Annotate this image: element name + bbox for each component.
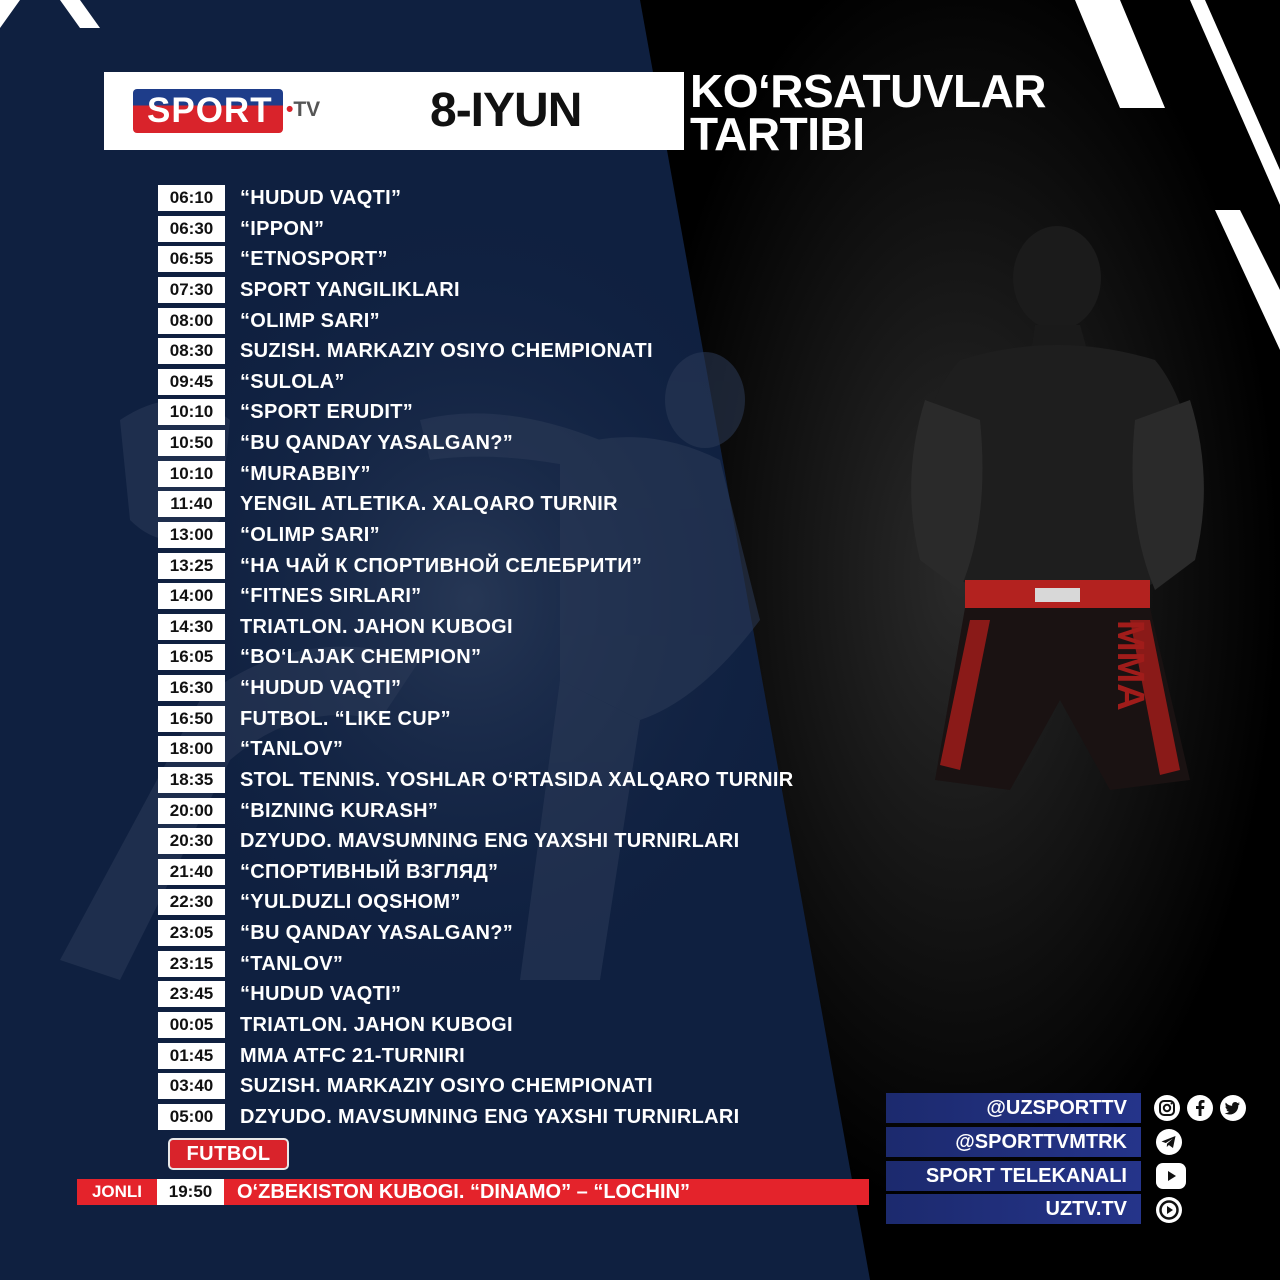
schedule-time: 07:30 xyxy=(158,277,225,303)
schedule-time: 05:00 xyxy=(158,1104,225,1130)
play-icon[interactable] xyxy=(1156,1197,1182,1223)
instagram-icon[interactable] xyxy=(1154,1095,1180,1121)
schedule-program: “HUDUD VAQTI” xyxy=(240,187,402,209)
schedule-program: “YULDUZLI OQSHOM” xyxy=(240,891,461,913)
schedule-time: 23:05 xyxy=(158,920,225,946)
schedule-time: 14:00 xyxy=(158,583,225,609)
schedule-time: 18:35 xyxy=(158,767,225,793)
schedule-time: 08:00 xyxy=(158,308,225,334)
title-line-2: TARTIBI xyxy=(690,108,865,160)
schedule-program: “HUDUD VAQTI” xyxy=(240,677,402,699)
schedule-program: “OLIMP SARI” xyxy=(240,310,380,332)
social-handle: SPORT TELEKANALI xyxy=(925,1165,1127,1187)
live-program: O‘ZBEKISTON KUBOGI. “DINAMO” – “LOCHIN” xyxy=(237,1181,690,1203)
schedule-program: “ETNOSPORT” xyxy=(240,248,388,270)
schedule-time: 21:40 xyxy=(158,859,225,885)
schedule-program: DZYUDO. MAVSUMNING ENG YAXSHI TURNIRLARI xyxy=(240,830,740,852)
schedule-time: 09:45 xyxy=(158,369,225,395)
schedule-time: 20:00 xyxy=(158,798,225,824)
schedule-time: 10:10 xyxy=(158,399,225,425)
schedule-program: SUZISH. MARKAZIY OSIYO CHEMPIONATI xyxy=(240,340,653,362)
schedule-time: 06:55 xyxy=(158,246,225,272)
schedule-time: 06:10 xyxy=(158,185,225,211)
schedule-time: 23:15 xyxy=(158,951,225,977)
live-label: JONLI xyxy=(91,1182,143,1201)
schedule-time: 16:30 xyxy=(158,675,225,701)
live-broadcast-bar xyxy=(77,1179,869,1205)
schedule-time: 03:40 xyxy=(158,1073,225,1099)
schedule-program: FUTBOL. “LIKE CUP” xyxy=(240,708,451,730)
schedule-program: SPORT YANGILIKLARI xyxy=(240,279,460,301)
social-uztv[interactable] xyxy=(886,1194,1141,1224)
social-telegram[interactable] xyxy=(886,1127,1141,1157)
live-time: 19:50 xyxy=(157,1179,224,1205)
schedule-program: “BIZNING KURASH” xyxy=(240,800,439,822)
schedule-time: 22:30 xyxy=(158,889,225,915)
schedule-program: TRIATLON. JAHON KUBOGI xyxy=(240,1014,513,1036)
sport-tv-logo xyxy=(133,89,333,133)
page-title xyxy=(690,65,1047,160)
schedule-program: “BO‘LAJAK CHEMPION” xyxy=(240,646,482,668)
schedule-time: 13:25 xyxy=(158,553,225,579)
schedule-program: MMA ATFC 21-TURNIRI xyxy=(240,1045,465,1067)
schedule-time: 20:30 xyxy=(158,828,225,854)
social-youtube[interactable] xyxy=(886,1161,1141,1191)
svg-text:MMA: MMA xyxy=(1109,620,1151,711)
schedule-time: 01:45 xyxy=(158,1043,225,1069)
schedule-time: 16:50 xyxy=(158,706,225,732)
schedule-program: “FITNES SIRLARI” xyxy=(240,585,422,607)
schedule-program: “OLIMP SARI” xyxy=(240,524,380,546)
schedule-program: “HUDUD VAQTI” xyxy=(240,983,402,1005)
schedule-time: 18:00 xyxy=(158,736,225,762)
social-handle: UZTV.TV xyxy=(1045,1198,1127,1220)
social-handle: @SPORTTVMTRK xyxy=(955,1131,1127,1153)
social-handle: @UZSPORTTV xyxy=(986,1097,1127,1119)
schedule-program: “BU QANDAY YASALGAN?” xyxy=(240,922,514,944)
schedule-time: 08:30 xyxy=(158,338,225,364)
schedule-program: “TANLOV” xyxy=(240,953,344,975)
schedule-time: 10:10 xyxy=(158,461,225,487)
schedule-time: 16:05 xyxy=(158,644,225,670)
social-instagram-facebook-twitter[interactable] xyxy=(886,1093,1141,1123)
twitter-icon[interactable] xyxy=(1220,1095,1246,1121)
schedule-time: 11:40 xyxy=(158,491,225,517)
schedule-time: 14:30 xyxy=(158,614,225,640)
schedule-time: 00:05 xyxy=(158,1012,225,1038)
schedule-program: DZYUDO. MAVSUMNING ENG YAXSHI TURNIRLARI xyxy=(240,1106,740,1128)
schedule-program: “MURABBIY” xyxy=(240,463,371,485)
schedule-program: “СПОРТИВНЫЙ ВЗГЛЯД” xyxy=(240,861,499,883)
schedule-date: 8-IYUN xyxy=(430,84,582,137)
schedule-program: TRIATLON. JAHON KUBOGI xyxy=(240,616,513,638)
schedule-time: 10:50 xyxy=(158,430,225,456)
logo-suffix: •TV xyxy=(286,98,321,121)
youtube-icon[interactable] xyxy=(1156,1163,1186,1189)
schedule-program: YENGIL ATLETIKA. XALQARO TURNIR xyxy=(240,493,618,515)
schedule-program: “IPPON” xyxy=(240,218,325,240)
title-line-1: KO‘RSATUVLAR xyxy=(690,65,1047,117)
schedule-time: 13:00 xyxy=(158,522,225,548)
schedule-program: “SULOLA” xyxy=(240,371,345,393)
schedule-program: STOL TENNIS. YOSHLAR O‘RTASIDA XALQARO TURNIR xyxy=(240,769,794,791)
logo-text: SPORT xyxy=(147,91,273,130)
schedule-program: SUZISH. MARKAZIY OSIYO CHEMPIONATI xyxy=(240,1075,653,1097)
facebook-icon[interactable] xyxy=(1187,1095,1213,1121)
schedule-program: “SPORT ERUDIT” xyxy=(240,401,414,423)
schedule-time: 23:45 xyxy=(158,981,225,1007)
telegram-icon[interactable] xyxy=(1156,1129,1182,1155)
schedule-program: “TANLOV” xyxy=(240,738,344,760)
schedule-time: 06:30 xyxy=(158,216,225,242)
futbol-badge: FUTBOL xyxy=(168,1138,289,1170)
schedule-program: “НА ЧАЙ К СПОРТИВНОЙ СЕЛЕБРИТИ” xyxy=(240,555,643,577)
schedule-program: “BU QANDAY YASALGAN?” xyxy=(240,432,514,454)
